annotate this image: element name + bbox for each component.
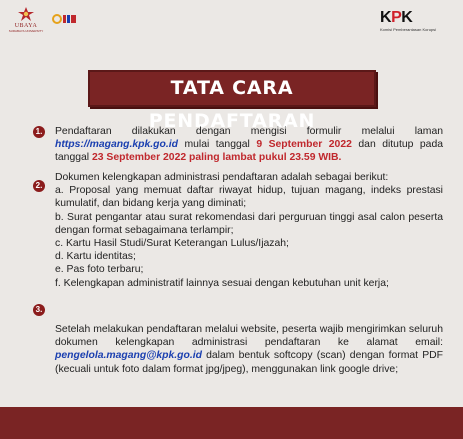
step-1-part3: dan ditutup pada tanggal (55, 139, 443, 164)
header-bar (0, 0, 463, 40)
ubaya-logo (8, 6, 44, 33)
step-3-part1: Setelah melakukan pendaftaran melalui website, peserta wajib mengirimkan seluruh dokumen kelengkapan administrasi pendaftaran ke alamat email: (55, 324, 443, 349)
kpk-subtitle: Komisi Pemberantasan Korupsi (380, 27, 437, 32)
registration-link[interactable]: https://magang.kpk.go.id (55, 139, 178, 151)
kpk-partner-logo (52, 12, 78, 30)
kpk-logo (380, 10, 460, 32)
requirement-d: d. Kartu identitas; (55, 251, 136, 263)
step-1-part1: Pendaftaran dilakukan dengan mengisi formulir melalui laman (55, 126, 443, 137)
requirement-f: f. Kelengkapan administratif lainnya sesuai dengan kebutuhan unit kerja; (55, 277, 389, 289)
step-2-intro: Dokumen kelengkapan administrasi pendaftaran adalah sebagai berikut: (55, 172, 389, 183)
ubaya-crest-icon (17, 6, 35, 22)
step-number-1: 1. (33, 126, 45, 138)
step-1-part2: mulai tanggal (184, 139, 250, 151)
requirement-e: e. Pas foto terbaru; (55, 264, 144, 276)
date-end: 23 September 2022 paling lambat pukul 23.59 WIB. (91, 152, 342, 164)
date-start: 9 September 2022 (256, 139, 352, 151)
step-3-part2: dalam bentuk softcopy (scan) dengan format PDF (kecuali untuk foto dalam format jpg/jpeg), menggunakan link google drive; (55, 350, 443, 375)
step-3-text (55, 323, 443, 376)
step-number-2: 2. (33, 180, 45, 192)
kpk-partner-logo-icon (52, 13, 78, 25)
step-number-3: 3. (33, 304, 45, 316)
requirement-a: a. Proposal yang memuat daftar riwayat hidup, tujuan magang, indeks prestasi kumulatif, dan bidang kerja yang diminati; (55, 185, 443, 210)
contact-email[interactable]: pengelola.magang@kpk.go.id (55, 350, 202, 362)
kpk-wordmark: KPK (380, 9, 413, 26)
footer-bar (0, 407, 463, 439)
requirement-c: c. Kartu Hasil Studi/Surat Keterangan Lulus/Ijazah; (55, 238, 289, 250)
requirement-b: b. Surat pengantar atau surat rekomendasi dari perguruan tinggi asal calon peserta dengan format sebagaimana terlampir; (55, 211, 443, 236)
page-title: TATA CARA PENDAFTARAN (88, 70, 376, 107)
ubaya-subtitle: SURABAYA UNIVERSITY (8, 29, 44, 33)
ubaya-name: UBAYA (14, 23, 38, 29)
step-1-text (55, 125, 443, 165)
step-2-text (55, 171, 443, 290)
